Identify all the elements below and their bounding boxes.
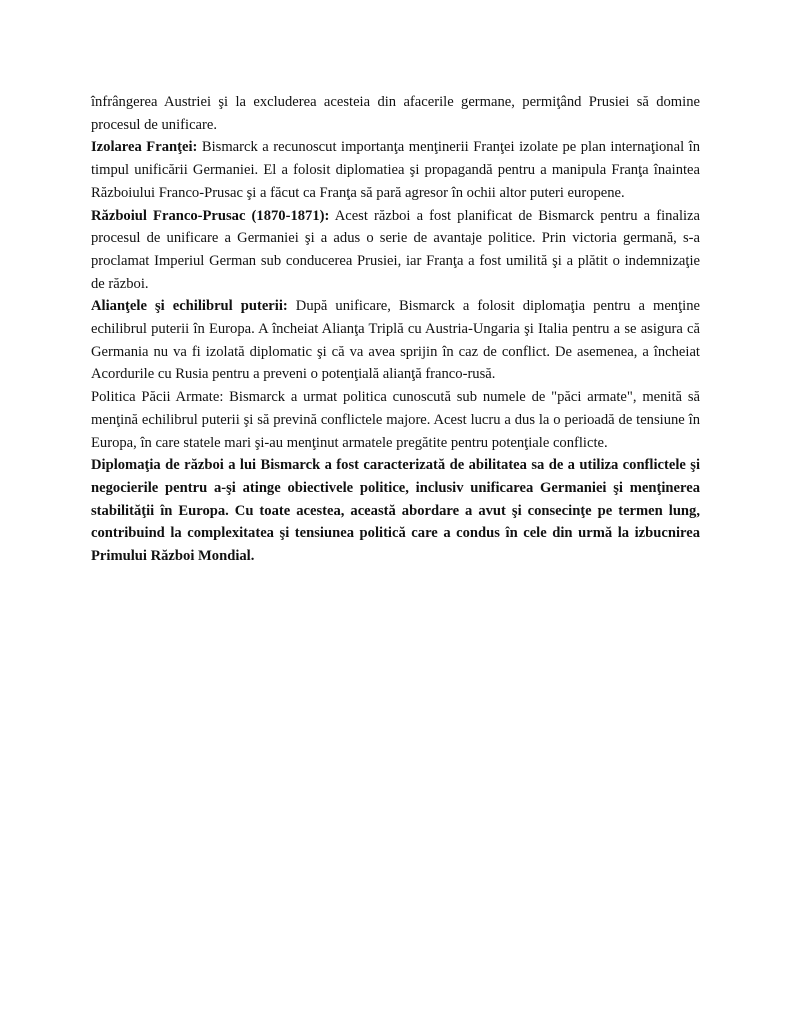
- paragraph-text: După unificare, Bismarck a folosit diplomaţia pentru a menţine echilibrul puterii în Europa. A încheiat Alianţa Triplă cu Austria-Ungaria şi Italia pentru a se asigura că Germania nu va fi izolată diplomatic şi că va avea sprijin în caz de conflict. De asemenea, a încheiat Acordurile cu Rusia pentru a preveni o potenţială alianţă franco-rusă.: [91, 298, 700, 383]
- paragraph-heading: Războiul Franco-Prusac (1870-1871):: [91, 207, 330, 224]
- document-body: [91, 91, 700, 568]
- paragraph-conclusion: [91, 454, 700, 568]
- paragraph-text: Acest război a fost planificat de Bismarck pentru a finaliza procesul de unificare a Germaniei şi a adus o serie de avantaje politice. Prin victoria germană, s-a proclamat Imperiul German sub conducerea Prusiei, iar Franţa a fost umilită şi a plătit o indemnizaţie de război.: [91, 207, 701, 292]
- paragraph-text: Bismarck a recunoscut importanţa menţinerii Franţei izolate pe plan internaţional în timpul unificării Germaniei. El a folosit diplomatiea şi propagandă pentru a manipula Franţa înaintea Războiului Franco-Prusac şi a făcut ca Franţa să pară agresor în ochii altor puteri europene.: [91, 139, 700, 201]
- paragraph-aliantele: [91, 295, 700, 386]
- paragraph-continuation: [91, 91, 700, 136]
- paragraph-politica-pacii-armate: [91, 386, 700, 454]
- paragraph-razboiul-franco-prusac: [91, 205, 700, 296]
- paragraph-heading: Alianţele şi echilibrul puterii:: [91, 298, 288, 315]
- paragraph-heading: Izolarea Franţei:: [91, 139, 198, 156]
- paragraph-text: înfrângerea Austriei şi la excluderea acesteia din afacerile germane, permiţând Prusiei să domine procesul de unificare.: [91, 94, 700, 133]
- paragraph-text: Diplomaţia de război a lui Bismarck a fost caracterizată de abilitatea sa de a utiliza conflictele şi negocierile pentru a-şi atinge obiectivele politice, inclusiv unificarea Germaniei şi menţinerea stabilităţii în Europa. Cu toate acestea, această abordare a avut şi consecinţe pe termen lung, contribuind la complexitatea şi tensiunea politică care a condus în cele din urmă la izbucnirea Primului Război Mondial.: [91, 457, 700, 565]
- paragraph-izolarea-frantei: [91, 136, 700, 204]
- paragraph-text: Politica Păcii Armate: Bismarck a urmat politica cunoscută sub numele de "păci armate", menită să menţină echilibrul puterii şi să prevină conflictele majore. Acest lucru a dus la o perioadă de tensiune în Europa, în care statele mari şi-au menţinut armatele pregătite pentru potenţiale conflicte.: [91, 389, 700, 451]
